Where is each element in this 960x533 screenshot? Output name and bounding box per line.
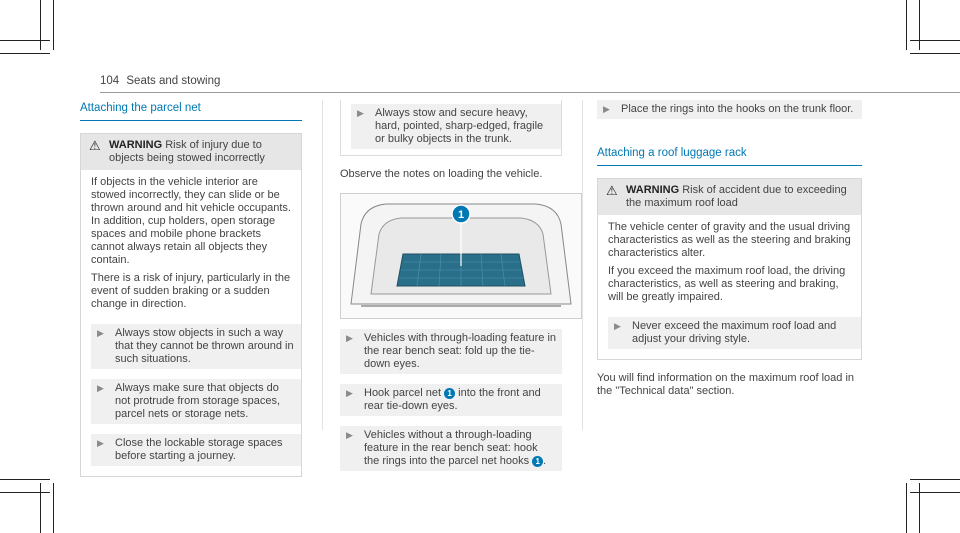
arrow-right-icon: ▶ — [97, 438, 104, 448]
header-divider — [100, 92, 960, 93]
crop-mark — [53, 483, 54, 533]
page-header — [100, 75, 220, 87]
warning-header — [598, 179, 861, 215]
instruction-text: . — [543, 455, 547, 467]
instruction-text: Never exceed the maximum roof load and adjust your driving style. — [632, 320, 837, 345]
warning-paragraph: The vehicle center of gravity and the usual driving characteristics as well as the steering and braking characteristics alter. — [608, 221, 851, 259]
instruction-step — [91, 379, 301, 424]
crop-mark — [910, 492, 960, 493]
callout-badge-inline: 1 — [444, 388, 455, 399]
warning-head-text: Risk of accident due to exceeding the maximum roof load — [626, 184, 847, 209]
arrow-right-icon: ▶ — [357, 108, 364, 118]
instruction-text: Always stow and secure heavy, hard, pointed, sharp-edged, fragile or bulky objects in the trunk. — [375, 107, 544, 145]
arrow-right-icon: ▶ — [614, 321, 621, 331]
arrow-right-icon: ▶ — [346, 333, 353, 343]
warning-triangle-icon: ⚠ — [606, 183, 618, 198]
instruction-step — [340, 426, 562, 471]
crop-mark — [919, 483, 920, 533]
arrow-right-icon: ▶ — [97, 328, 104, 338]
observe-note: Observe the notes on loading the vehicle. — [340, 168, 543, 180]
crop-mark — [906, 0, 907, 50]
instruction-step — [91, 324, 301, 369]
crop-mark — [910, 53, 960, 54]
column-divider — [582, 100, 583, 430]
arrow-right-icon: ▶ — [97, 383, 104, 393]
instruction-text: Vehicles with through-loading feature in the rear bench seat: fold up the tie-down eyes. — [364, 332, 557, 370]
warning-body — [598, 215, 861, 317]
warning-box — [80, 133, 302, 477]
warning-triangle-icon: ⚠ — [89, 138, 101, 153]
instruction-text: into the front and rear tie-down eyes. — [364, 387, 541, 412]
warning-paragraph: If you exceed the maximum roof load, the driving characteristics, as well as steering and braking, will be greatly impaired. — [608, 265, 846, 303]
instruction-step — [340, 384, 562, 416]
closing-note: You will find information on the maximum roof load in the "Technical data" section. — [597, 372, 855, 397]
callout-badge-inline: 1 — [532, 456, 543, 467]
crop-mark — [906, 483, 907, 533]
warning-label: WARNING — [109, 139, 163, 151]
trunk-illustration — [340, 193, 582, 319]
column-3 — [597, 100, 862, 410]
crop-mark — [910, 40, 960, 41]
section-title-parcel-net: Attaching the parcel net — [80, 102, 302, 121]
warning-paragraph: There is a risk of injury, particularly in the event of sudden braking or a sudden change in direction. — [91, 272, 291, 310]
warning-header — [81, 134, 301, 170]
warning-box — [597, 178, 862, 360]
trunk-drawing — [341, 194, 581, 318]
warning-paragraph: If objects in the vehicle interior are stowed incorrectly, they can slide or be thrown around and hit vehicle occupants. In addition, cup holders, open storage spaces and mobile phone brackets cannot always retain all objects they contain. — [91, 176, 291, 266]
warning-head-text: Risk of injury due to objects being stowed incorrectly — [109, 139, 265, 164]
instruction-continuation — [340, 100, 562, 156]
instruction-text: Always make sure that objects do not protrude from storage spaces, parcel nets or storage nets. — [115, 382, 281, 420]
instruction-step — [597, 100, 862, 119]
crop-mark — [0, 492, 50, 493]
instruction-text: Always stow objects in such a way that they cannot be thrown around in such situations. — [115, 327, 294, 365]
crop-mark — [919, 0, 920, 50]
crop-mark — [0, 40, 50, 41]
instruction-step — [351, 104, 561, 149]
column-divider — [322, 100, 323, 430]
crop-mark — [40, 0, 41, 50]
instruction-text: Hook parcel net — [364, 387, 445, 399]
column-1 — [80, 100, 302, 489]
crop-mark — [0, 53, 50, 54]
warning-body — [81, 170, 301, 324]
warning-label: WARNING — [626, 184, 680, 196]
page-number: 104 — [100, 75, 120, 87]
section-title-roof-rack: Attaching a roof luggage rack — [597, 147, 862, 166]
instruction-step — [608, 317, 861, 349]
crop-mark — [910, 479, 960, 480]
instruction-step — [91, 434, 301, 466]
crop-mark — [40, 483, 41, 533]
arrow-right-icon: ▶ — [346, 430, 353, 440]
callout-number: 1 — [457, 209, 465, 221]
arrow-right-icon: ▶ — [603, 104, 610, 114]
section-name: Seats and stowing — [126, 75, 221, 87]
crop-mark — [0, 479, 50, 480]
instruction-text: Close the lockable storage spaces before starting a journey. — [115, 437, 283, 462]
instruction-text: Vehicles without a through-loading feature in the rear bench seat: hook the rings into the parcel net hooks — [364, 429, 538, 467]
instruction-step — [340, 329, 562, 374]
arrow-right-icon: ▶ — [346, 388, 353, 398]
column-2 — [340, 100, 562, 481]
crop-mark — [53, 0, 54, 50]
instruction-text: Place the rings into the hooks on the trunk floor. — [621, 103, 854, 115]
